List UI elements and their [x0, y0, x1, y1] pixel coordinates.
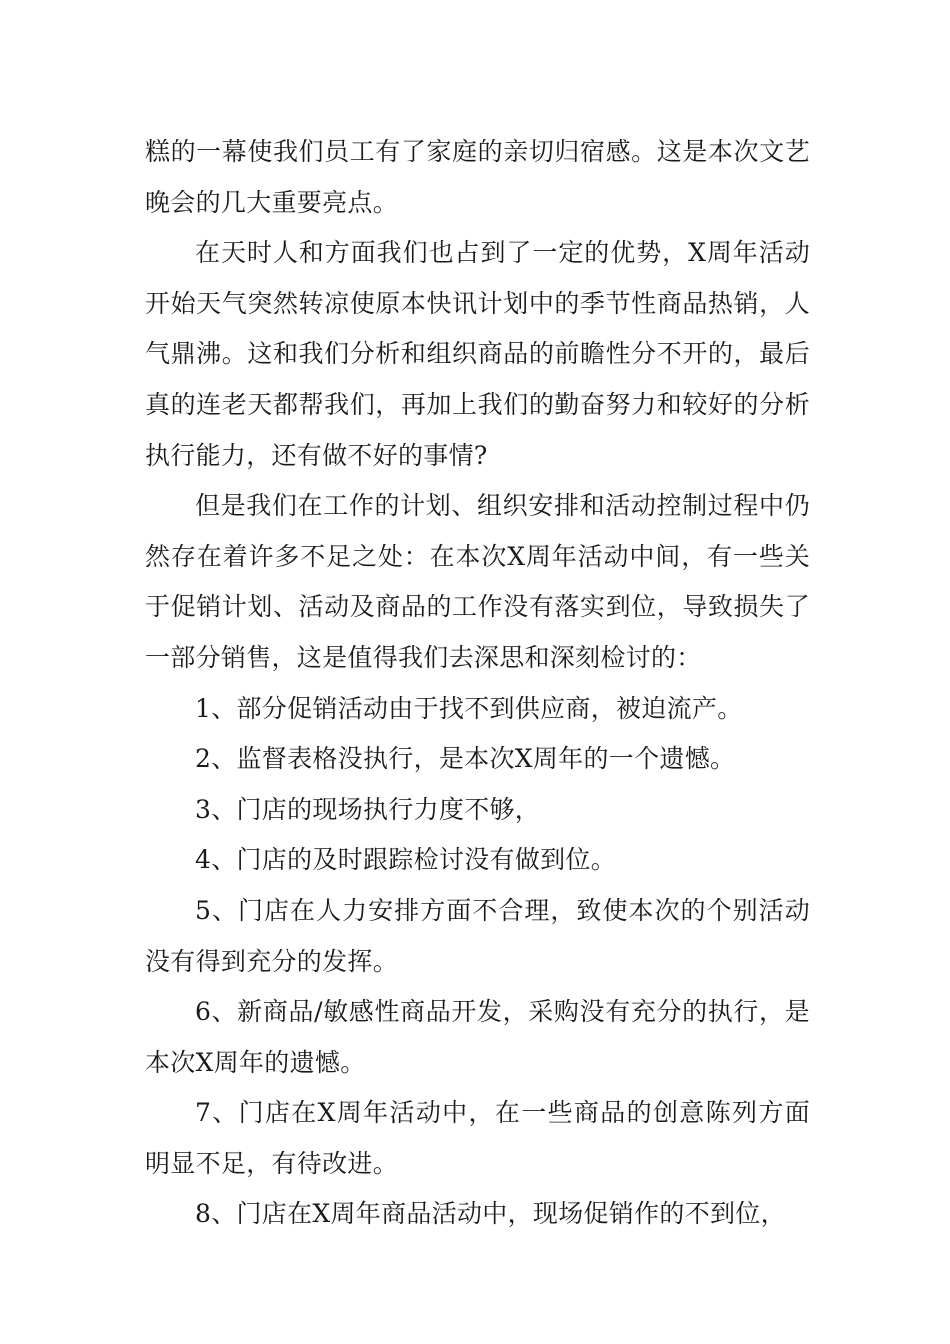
list-item-6: 6、新商品/敏感性商品开发，采购没有充分的执行，是本次X周年的遗憾。	[145, 997, 810, 1077]
paragraph-shortcomings: 但是我们在工作的计划、组织安排和活动控制过程中仍然存在着许多不足之处：在本次X周年活动中间，有一些关于促销计划、活动及商品的工作没有落实到位，导致损失了一部分销售，这是值得我们去深思和深刻检讨的：	[145, 491, 810, 672]
list-item-4: 4、门店的及时跟踪检讨没有做到位。	[195, 845, 617, 875]
list-item-2: 2、监督表格没执行，是本次X周年的一个遗憾。	[195, 744, 736, 774]
list-item-1: 1、部分促销活动由于找不到供应商，被迫流产。	[195, 693, 743, 723]
paragraph-continuation: 糕的一幕使我们员工有了家庭的亲切归宿感。这是本次文艺晚会的几大重要亮点。	[145, 137, 810, 217]
list-item-7: 7、门店在X周年活动中，在一些商品的创意陈列方面明显不足，有待改进。	[145, 1098, 810, 1178]
list-item-5: 5、门店在人力安排方面不合理，致使本次的个别活动没有得到充分的发挥。	[145, 895, 810, 976]
list-item-8: 8、门店在X周年商品活动中，现场促销作的不到位，	[195, 1199, 786, 1229]
paragraph-advantages: 在天时人和方面我们也占到了一定的优势，X周年活动开始天气突然转凉使原本快讯计划中的季节性商品热销，人气鼎沸。这和我们分析和组织商品的前瞻性分不开的，最后真的连老天都帮我们，再加上我们的勤奋努力和较好的分析执行能力，还有做不好的事情?	[145, 238, 810, 470]
document-body	[145, 127, 810, 1240]
list-item-3: 3、门店的现场执行力度不够，	[195, 794, 541, 824]
